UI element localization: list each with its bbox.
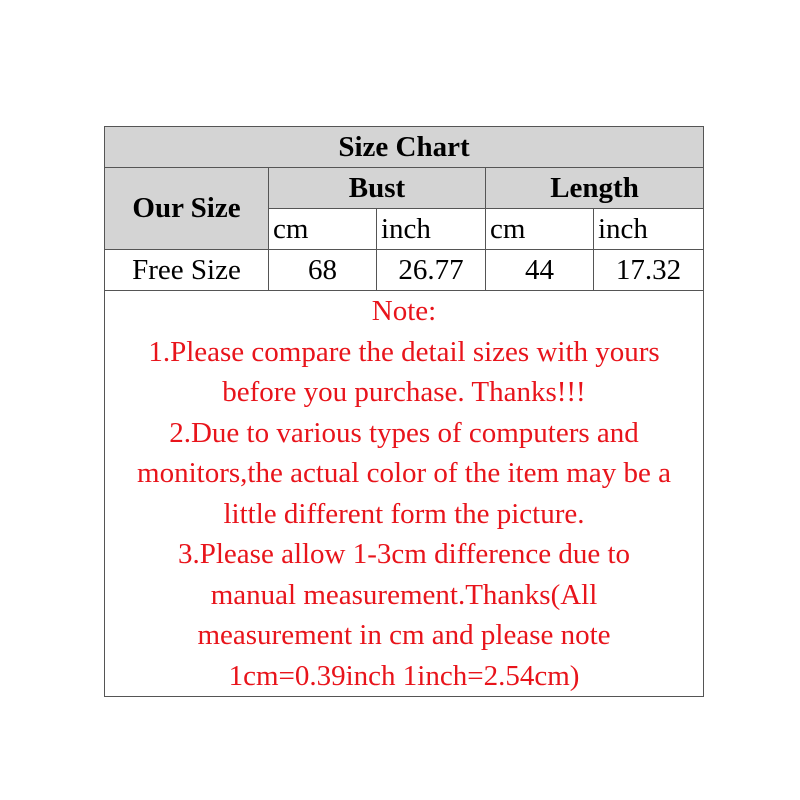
bust-header: Bust — [269, 168, 486, 209]
note-line: 3.Please allow 1-3cm difference due to — [177, 538, 631, 570]
note-line: 1cm=0.39inch 1inch=2.54cm) — [228, 659, 580, 692]
chart-title: Size Chart — [105, 127, 704, 168]
title-row — [105, 127, 704, 168]
note-heading: Note: — [371, 295, 437, 327]
length-header: Length — [486, 168, 704, 209]
note-line: monitors,the actual color of the item may be a — [137, 457, 671, 489]
note-line: 2.Due to various types of computers and — [169, 416, 639, 449]
note-line: 1.Please compare the detail sizes with yours — [148, 335, 660, 368]
bust-inch-unit: inch — [377, 209, 486, 250]
size-label: Free Size — [105, 250, 269, 291]
size-chart-table — [104, 126, 704, 697]
length-inch-value: 17.32 — [594, 250, 704, 291]
note-line: before you purchase. Thanks!!! — [222, 376, 586, 408]
note-line: manual measurement.Thanks(All — [210, 578, 598, 611]
bust-cm-value: 68 — [269, 250, 377, 291]
note-row — [105, 291, 704, 697]
length-inch-unit: inch — [594, 209, 704, 250]
length-cm-value: 44 — [486, 250, 594, 291]
bust-cm-unit: cm — [269, 209, 377, 250]
our-size-header: Our Size — [105, 168, 269, 250]
size-row — [105, 250, 704, 291]
note-line: little different form the picture. — [223, 497, 585, 530]
note-block — [105, 291, 704, 697]
header-row — [105, 168, 704, 209]
note-line: measurement in cm and please note — [197, 619, 611, 651]
bust-inch-value: 26.77 — [377, 250, 486, 291]
length-cm-unit: cm — [486, 209, 594, 250]
